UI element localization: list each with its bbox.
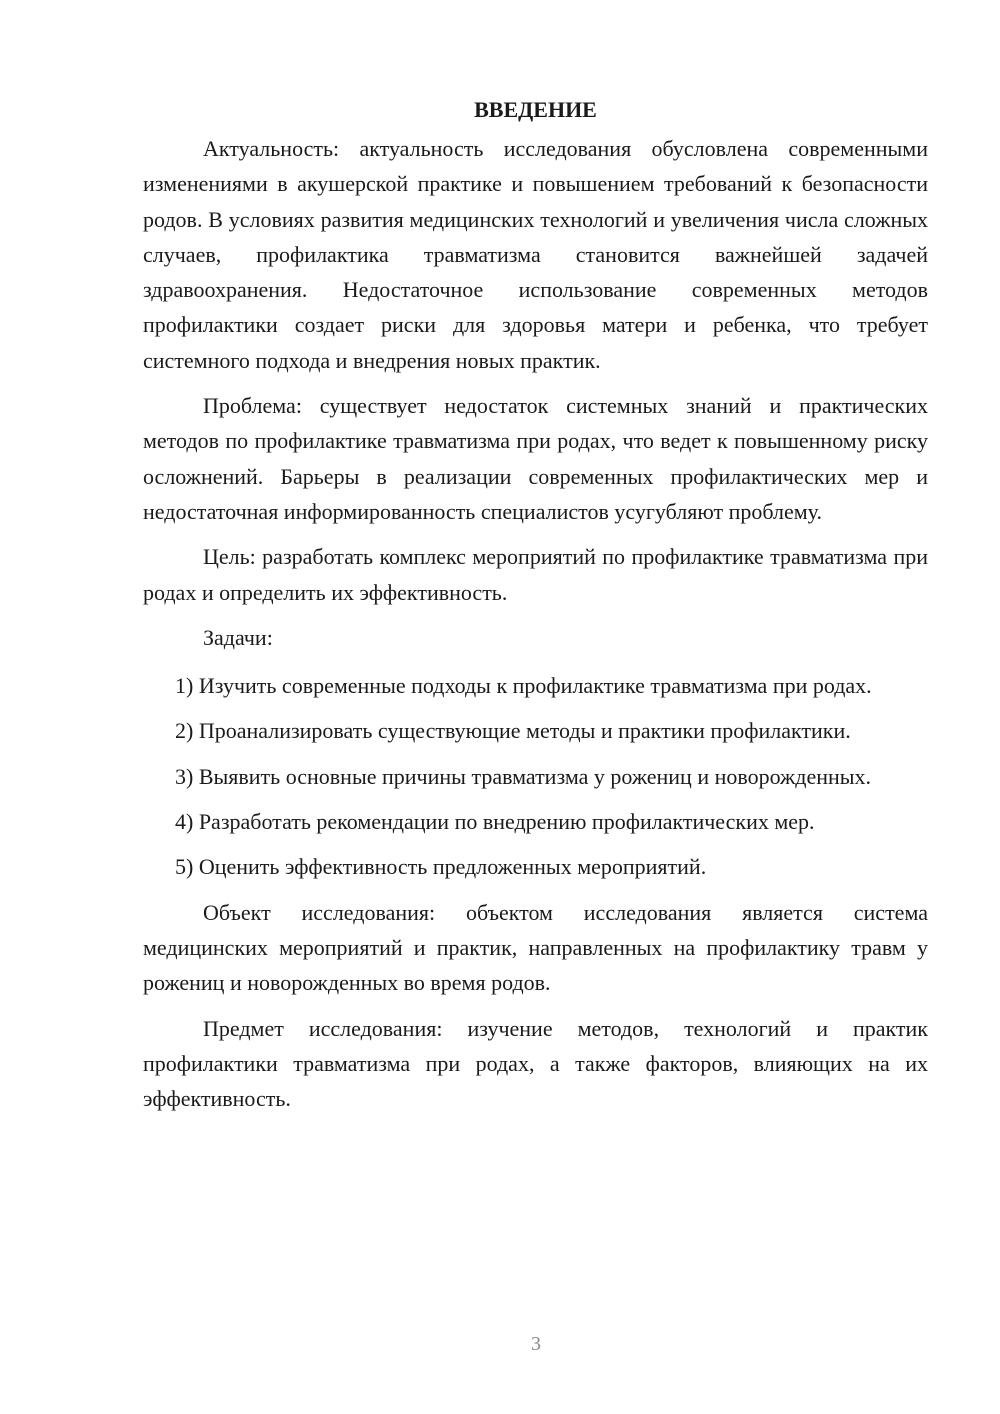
tasks-label: Задачи: bbox=[203, 624, 273, 650]
page-number: 3 bbox=[531, 1333, 541, 1355]
document-page bbox=[143, 92, 928, 1126]
task-item-4: 4) Разработать рекомендации по внедрению профилактических мер. bbox=[175, 809, 815, 835]
task-item-1: 1) Изучить современные подходы к профилактике травматизма при родах. bbox=[175, 673, 872, 699]
task-item-5: 5) Оценить эффективность предложенных мероприятий. bbox=[175, 854, 707, 880]
paragraph-goal: Цель: разработать комплекс мероприятий по профилактике травматизма при родах и определить их эффективность. bbox=[143, 544, 928, 605]
paragraph-object: Объект исследования: объектом исследования является система медицинских мероприятий и практик, направленных на профилактику травм у рожениц и новорожденных во время родов. bbox=[143, 899, 928, 996]
paragraph-subject: Предмет исследования: изучение методов, технологий и практик профилактики травматизма при родах, а также факторов, влияющих на их эффективность. bbox=[143, 1015, 928, 1112]
paragraph-problem: Проблема: существует недостаток системных знаний и практических методов по профилактике травматизма при родах, что ведет к повышенному риску осложнений. Барьеры в реализации современных профилактических мер и недостаточная информированность специалистов усугубляют проблему. bbox=[143, 393, 928, 524]
paragraph-relevance: Актуальность: актуальность исследования обусловлена современными изменениями в акушерской практике и повышением требований к безопасности родов. В условиях развития медицинских технологий и увеличения числа сложных случаев, профилактика травматизма становится важнейшей задачей здравоохранения. Недостаточное использование современных методов профилактики создает риски для здоровья матери и ребенка, что требует системного подхода и внедрения новых практик. bbox=[143, 136, 928, 373]
page-title: ВВЕДЕНИЕ bbox=[474, 97, 597, 122]
task-item-3: 3) Выявить основные причины травматизма у рожениц и новорожденных. bbox=[175, 763, 872, 789]
task-item-2: 2) Проанализировать существующие методы и практики профилактики. bbox=[175, 718, 851, 744]
